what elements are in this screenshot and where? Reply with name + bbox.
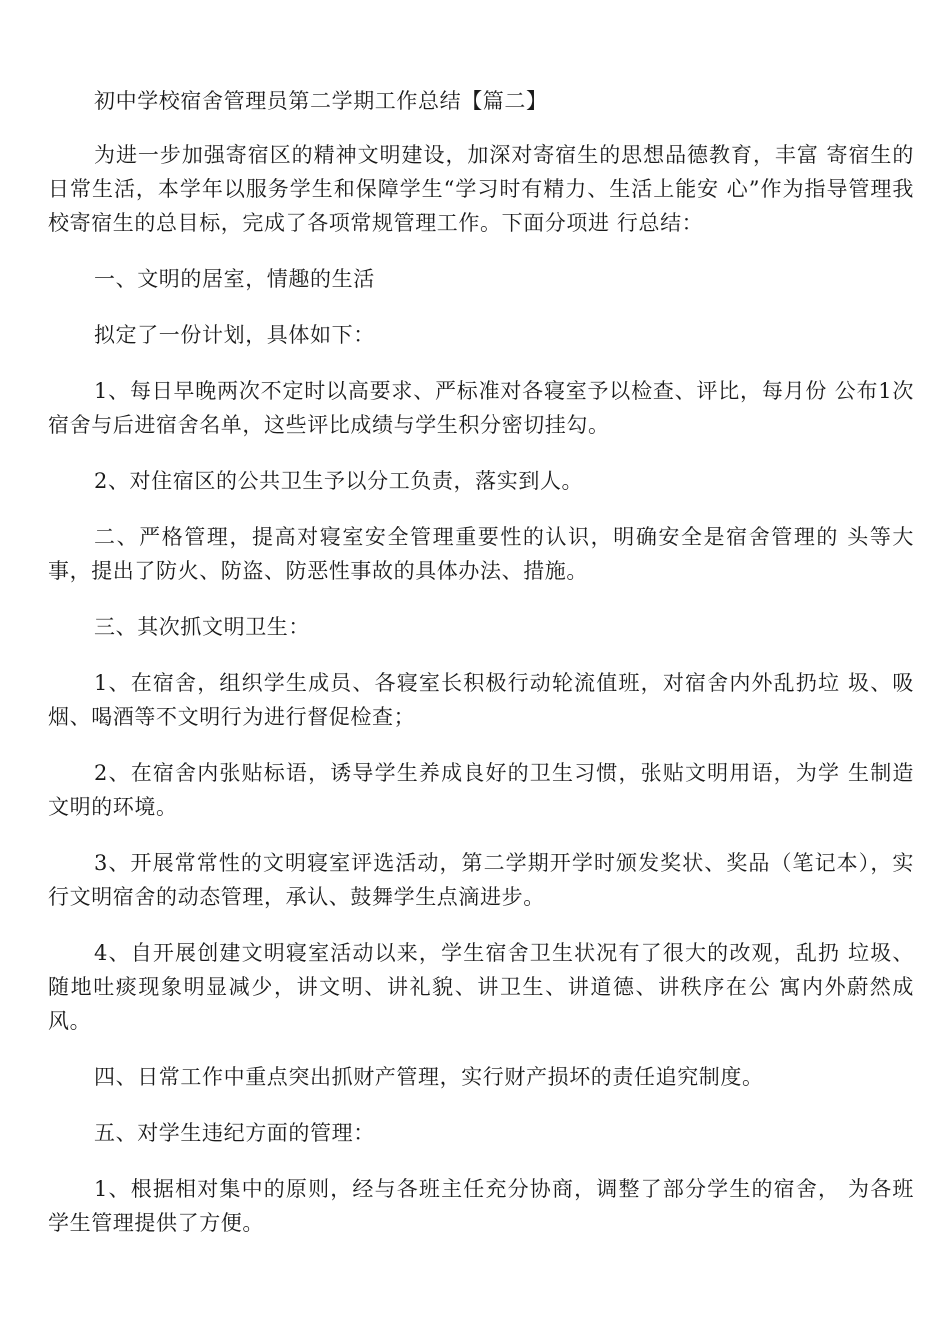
list-item: 2、对住宿区的公共卫生予以分工负责，落实到人。 bbox=[94, 469, 584, 493]
section-heading-1: 一、文明的居室，情趣的生活 bbox=[94, 267, 375, 291]
list-item: 1、每日早晚两次不定时以高要求、严标准对各寝室予以检查、评比，每月份 公布1次宿舍与后进宿舍名单，这些评比成绩与学生积分密切挂勾。 bbox=[48, 379, 914, 437]
list-item: 4、自开展创建文明寝室活动以来，学生宿舍卫生状况有了很大的改观，乱扔 垃圾、随地吐痰现象明显减少，讲文明、讲礼貌、讲卫生、讲道德、讲秩序在公 寓内外蔚然成风。 bbox=[48, 941, 914, 1033]
document-page bbox=[48, 84, 914, 1262]
list-item: 1、根据相对集中的原则，经与各班主任充分协商，调整了部分学生的宿舍， 为各班学生管理提供了方便。 bbox=[48, 1177, 914, 1235]
document-title: 初中学校宿舍管理员第二学期工作总结【篇二】 bbox=[94, 89, 548, 113]
section-heading-3: 三、其次抓文明卫生： bbox=[94, 615, 310, 639]
section-heading-5: 五、对学生违纪方面的管理： bbox=[94, 1121, 375, 1145]
paragraph-intro: 为进一步加强寄宿区的精神文明建设，加深对寄宿生的思想品德教育，丰富 寄宿生的日常生活，本学年以服务学生和保障学生“学习时有精力、生活上能安 心”作为指导管理我校寄宿生的总目标，完成了各项常规管理工作。下面分项进 行总结： bbox=[48, 143, 914, 235]
paragraph: 拟定了一份计划，具体如下： bbox=[94, 323, 375, 347]
section-heading-2: 二、严格管理，提高对寝室安全管理重要性的认识，明确安全是宿舍管理的 头等大事，提出了防火、防盗、防恶性事故的具体办法、措施。 bbox=[48, 525, 914, 583]
section-heading-4: 四、日常工作中重点突出抓财产管理，实行财产损坏的责任追究制度。 bbox=[94, 1065, 764, 1089]
list-item: 1、在宿舍，组织学生成员、各寝室长积极行动轮流值班，对宿舍内外乱扔垃 圾、吸烟、喝酒等不文明行为进行督促检查； bbox=[48, 671, 914, 729]
list-item: 2、在宿舍内张贴标语，诱导学生养成良好的卫生习惯，张贴文明用语，为学 生制造文明的环境。 bbox=[48, 761, 914, 819]
list-item: 3、开展常常性的文明寝室评选活动，第二学期开学时颁发奖状、奖品（笔记本），实行文明宿舍的动态管理，承认、鼓舞学生点滴进步。 bbox=[48, 851, 914, 909]
